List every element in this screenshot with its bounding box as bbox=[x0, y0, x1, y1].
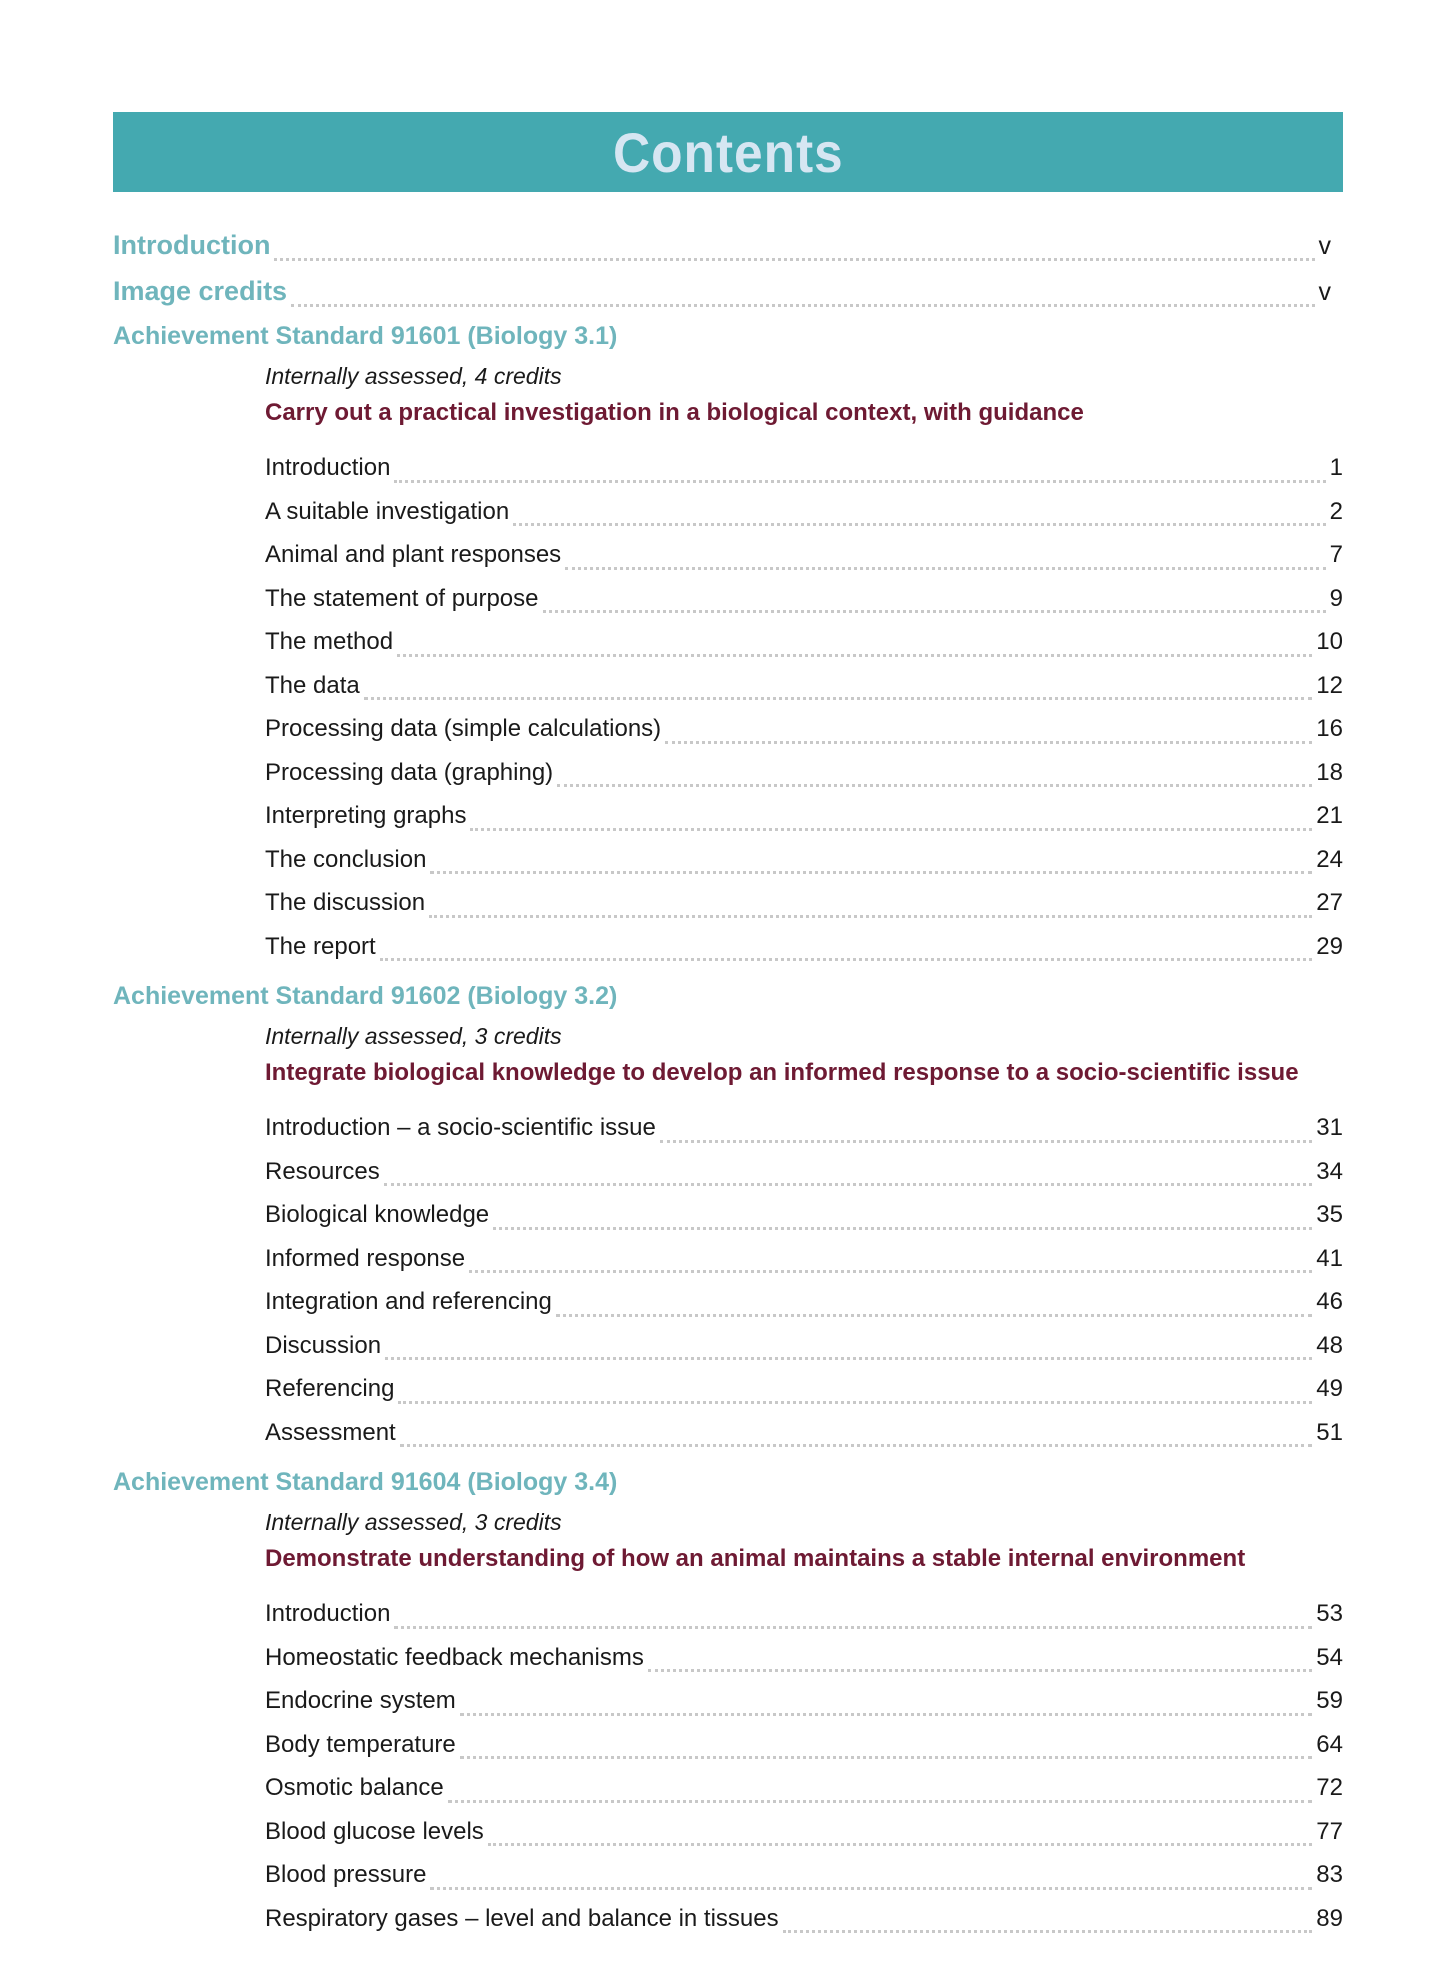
toc-entry-page: v bbox=[1318, 232, 1331, 260]
toc-entry-label: Processing data (graphing) bbox=[265, 758, 554, 786]
toc-entry-page: 21 bbox=[1316, 802, 1343, 829]
toc-section bbox=[113, 314, 1343, 968]
toc-entry-page: 46 bbox=[1316, 1288, 1343, 1315]
toc-entry[interactable] bbox=[265, 1193, 1343, 1237]
toc-entry-page: 2 bbox=[1329, 497, 1343, 525]
toc-entry-page: 34 bbox=[1316, 1157, 1343, 1185]
dot-leader bbox=[660, 1140, 1312, 1143]
dot-leader bbox=[398, 1401, 1312, 1404]
dot-leader bbox=[469, 1270, 1312, 1273]
toc-entry-page: 29 bbox=[1316, 932, 1343, 960]
dot-leader bbox=[364, 697, 1313, 700]
section-entries bbox=[265, 446, 1343, 968]
toc-entry-page: 59 bbox=[1316, 1687, 1343, 1714]
page-title: Contents bbox=[612, 120, 844, 184]
toc-entry-label: Introduction – a socio-scientific issue bbox=[265, 1114, 656, 1141]
toc-section bbox=[113, 974, 1343, 1454]
toc-entry-label: Processing data (simple calculations) bbox=[265, 715, 662, 742]
sections-container bbox=[113, 314, 1343, 1940]
dot-leader bbox=[385, 1357, 1312, 1360]
toc-entry-page: 89 bbox=[1316, 1904, 1343, 1932]
toc-entry-label: Introduction bbox=[265, 1600, 391, 1627]
dot-leader bbox=[274, 258, 1314, 261]
toc-entry-page: 10 bbox=[1316, 628, 1343, 655]
dot-leader bbox=[380, 958, 1313, 961]
section-heading[interactable]: Achievement Standard 91601 (Biology 3.1) bbox=[113, 322, 618, 350]
toc-entry-page: 51 bbox=[1316, 1418, 1343, 1446]
toc-entry[interactable] bbox=[265, 490, 1343, 534]
toc-entry[interactable] bbox=[265, 881, 1343, 925]
toc-entry[interactable] bbox=[265, 707, 1343, 751]
toc-entry[interactable] bbox=[265, 1897, 1343, 1941]
toc-entry-label: The method bbox=[265, 628, 394, 655]
toc-section bbox=[113, 1460, 1343, 1940]
toc-entry-introduction[interactable] bbox=[113, 222, 1343, 268]
toc-entry[interactable] bbox=[265, 664, 1343, 708]
toc-entry-page: 9 bbox=[1329, 584, 1343, 612]
dot-leader bbox=[384, 1183, 1313, 1186]
toc-entry-page: 72 bbox=[1316, 1774, 1343, 1801]
dot-leader bbox=[460, 1756, 1313, 1759]
toc-entry-page: 48 bbox=[1316, 1331, 1343, 1359]
toc-entry-label: Blood pressure bbox=[265, 1861, 427, 1888]
toc-entry-page: 64 bbox=[1316, 1730, 1343, 1758]
toc-entry[interactable] bbox=[265, 1237, 1343, 1281]
dot-leader bbox=[430, 1887, 1312, 1890]
toc-entry-page: 16 bbox=[1316, 715, 1343, 742]
dot-leader bbox=[493, 1227, 1312, 1230]
toc-entry-label: The data bbox=[265, 671, 360, 699]
toc-entry-page: v bbox=[1318, 278, 1331, 306]
toc-entry-label: Animal and plant responses bbox=[265, 541, 562, 568]
toc-entry-label: The report bbox=[265, 932, 376, 960]
toc-entry[interactable] bbox=[265, 1592, 1343, 1636]
toc-entry-page: 1 bbox=[1329, 454, 1343, 481]
toc-entry-label: The discussion bbox=[265, 889, 426, 916]
section-credits: Internally assessed, 3 credits bbox=[265, 1023, 562, 1049]
toc-entry[interactable] bbox=[265, 577, 1343, 621]
toc-entry[interactable] bbox=[265, 794, 1343, 838]
dot-leader bbox=[488, 1843, 1312, 1846]
section-description: Integrate biological knowledge to develop an informed response to a socio-scientific issue bbox=[265, 1059, 1299, 1086]
toc-entry[interactable] bbox=[265, 925, 1343, 969]
toc-entry-page: 24 bbox=[1316, 845, 1343, 873]
toc-entry-label: Resources bbox=[265, 1157, 380, 1185]
toc-entry[interactable] bbox=[265, 1636, 1343, 1680]
toc-entry-page: 31 bbox=[1316, 1114, 1343, 1141]
toc-entry-page: 54 bbox=[1316, 1643, 1343, 1671]
dot-leader bbox=[648, 1669, 1312, 1672]
toc-entry-label: Body temperature bbox=[265, 1730, 456, 1758]
toc-entry-label: Respiratory gases – level and balance in tissues bbox=[265, 1904, 779, 1932]
toc-entry[interactable] bbox=[265, 620, 1343, 664]
toc-entry[interactable] bbox=[265, 1679, 1343, 1723]
section-credits: Internally assessed, 4 credits bbox=[265, 363, 562, 389]
toc-entry-label: A suitable investigation bbox=[265, 497, 510, 525]
dot-leader bbox=[565, 567, 1325, 570]
toc-entry[interactable] bbox=[265, 1367, 1343, 1411]
dot-leader bbox=[397, 654, 1312, 657]
toc-entry-image-credits[interactable] bbox=[113, 268, 1343, 314]
toc-entry-label: Assessment bbox=[265, 1418, 396, 1446]
toc-entry-page: 83 bbox=[1316, 1861, 1343, 1888]
toc-entry-page: 53 bbox=[1316, 1600, 1343, 1627]
toc-entry-label: The statement of purpose bbox=[265, 584, 539, 612]
toc-entry-label: Blood glucose levels bbox=[265, 1817, 484, 1845]
toc-entry-label: Integration and referencing bbox=[265, 1288, 552, 1315]
toc-entry-label: Introduction bbox=[265, 454, 391, 481]
dot-leader bbox=[429, 915, 1312, 918]
dot-leader bbox=[513, 523, 1325, 526]
dot-leader bbox=[448, 1800, 1313, 1803]
toc-entry-label: Introduction bbox=[113, 230, 271, 260]
dot-leader bbox=[394, 1626, 1312, 1629]
toc-entry-page: 35 bbox=[1316, 1201, 1343, 1228]
toc-entry[interactable] bbox=[265, 1853, 1343, 1897]
toc-entry-page: 77 bbox=[1316, 1817, 1343, 1845]
table-of-contents bbox=[113, 222, 1343, 1946]
toc-entry[interactable] bbox=[265, 1411, 1343, 1455]
section-description: Demonstrate understanding of how an animal maintains a stable internal environment bbox=[265, 1545, 1246, 1572]
dot-leader bbox=[430, 871, 1312, 874]
section-heading[interactable]: Achievement Standard 91602 (Biology 3.2) bbox=[113, 982, 618, 1010]
toc-entry-page: 7 bbox=[1329, 541, 1343, 568]
section-entries bbox=[265, 1106, 1343, 1454]
section-credits: Internally assessed, 3 credits bbox=[265, 1509, 562, 1535]
section-description: Carry out a practical investigation in a biological context, with guidance bbox=[265, 399, 1084, 426]
toc-entry[interactable] bbox=[265, 751, 1343, 795]
toc-entry[interactable] bbox=[265, 838, 1343, 882]
dot-leader bbox=[556, 1314, 1312, 1317]
dot-leader bbox=[291, 304, 1314, 307]
dot-leader bbox=[557, 784, 1312, 787]
toc-entry-label: Osmotic balance bbox=[265, 1774, 444, 1801]
toc-entry-page: 49 bbox=[1316, 1375, 1343, 1402]
dot-leader bbox=[665, 741, 1312, 744]
toc-entry-label: Informed response bbox=[265, 1244, 466, 1272]
dot-leader bbox=[394, 480, 1325, 483]
toc-entry-label: Discussion bbox=[265, 1331, 382, 1359]
toc-entry-label: Homeostatic feedback mechanisms bbox=[265, 1643, 644, 1671]
toc-entry[interactable] bbox=[265, 1810, 1343, 1854]
toc-entry-label: Referencing bbox=[265, 1375, 395, 1402]
toc-entry[interactable] bbox=[265, 1150, 1343, 1194]
dot-leader bbox=[783, 1930, 1313, 1933]
section-entries bbox=[265, 1592, 1343, 1940]
toc-entry-label: Biological knowledge bbox=[265, 1201, 490, 1228]
section-heading[interactable]: Achievement Standard 91604 (Biology 3.4) bbox=[113, 1468, 618, 1496]
contents-banner bbox=[113, 112, 1343, 192]
dot-leader bbox=[460, 1713, 1313, 1716]
toc-entry-page: 12 bbox=[1316, 671, 1343, 699]
toc-entry-page: 18 bbox=[1316, 758, 1343, 786]
toc-entry-label: Interpreting graphs bbox=[265, 802, 467, 829]
dot-leader bbox=[543, 610, 1326, 613]
toc-entry[interactable] bbox=[265, 533, 1343, 577]
toc-entry-label: Image credits bbox=[113, 276, 288, 306]
toc-entry[interactable] bbox=[265, 1723, 1343, 1767]
toc-entry[interactable] bbox=[265, 1766, 1343, 1810]
toc-entry[interactable] bbox=[265, 1106, 1343, 1150]
toc-entry[interactable] bbox=[265, 446, 1343, 490]
toc-entry[interactable] bbox=[265, 1324, 1343, 1368]
toc-entry-page: 27 bbox=[1316, 889, 1343, 916]
toc-entry[interactable] bbox=[265, 1280, 1343, 1324]
dot-leader bbox=[470, 828, 1312, 831]
toc-entry-label: Endocrine system bbox=[265, 1687, 456, 1714]
dot-leader bbox=[400, 1444, 1313, 1447]
toc-entry-label: The conclusion bbox=[265, 845, 427, 873]
toc-entry-page: 41 bbox=[1316, 1244, 1343, 1272]
